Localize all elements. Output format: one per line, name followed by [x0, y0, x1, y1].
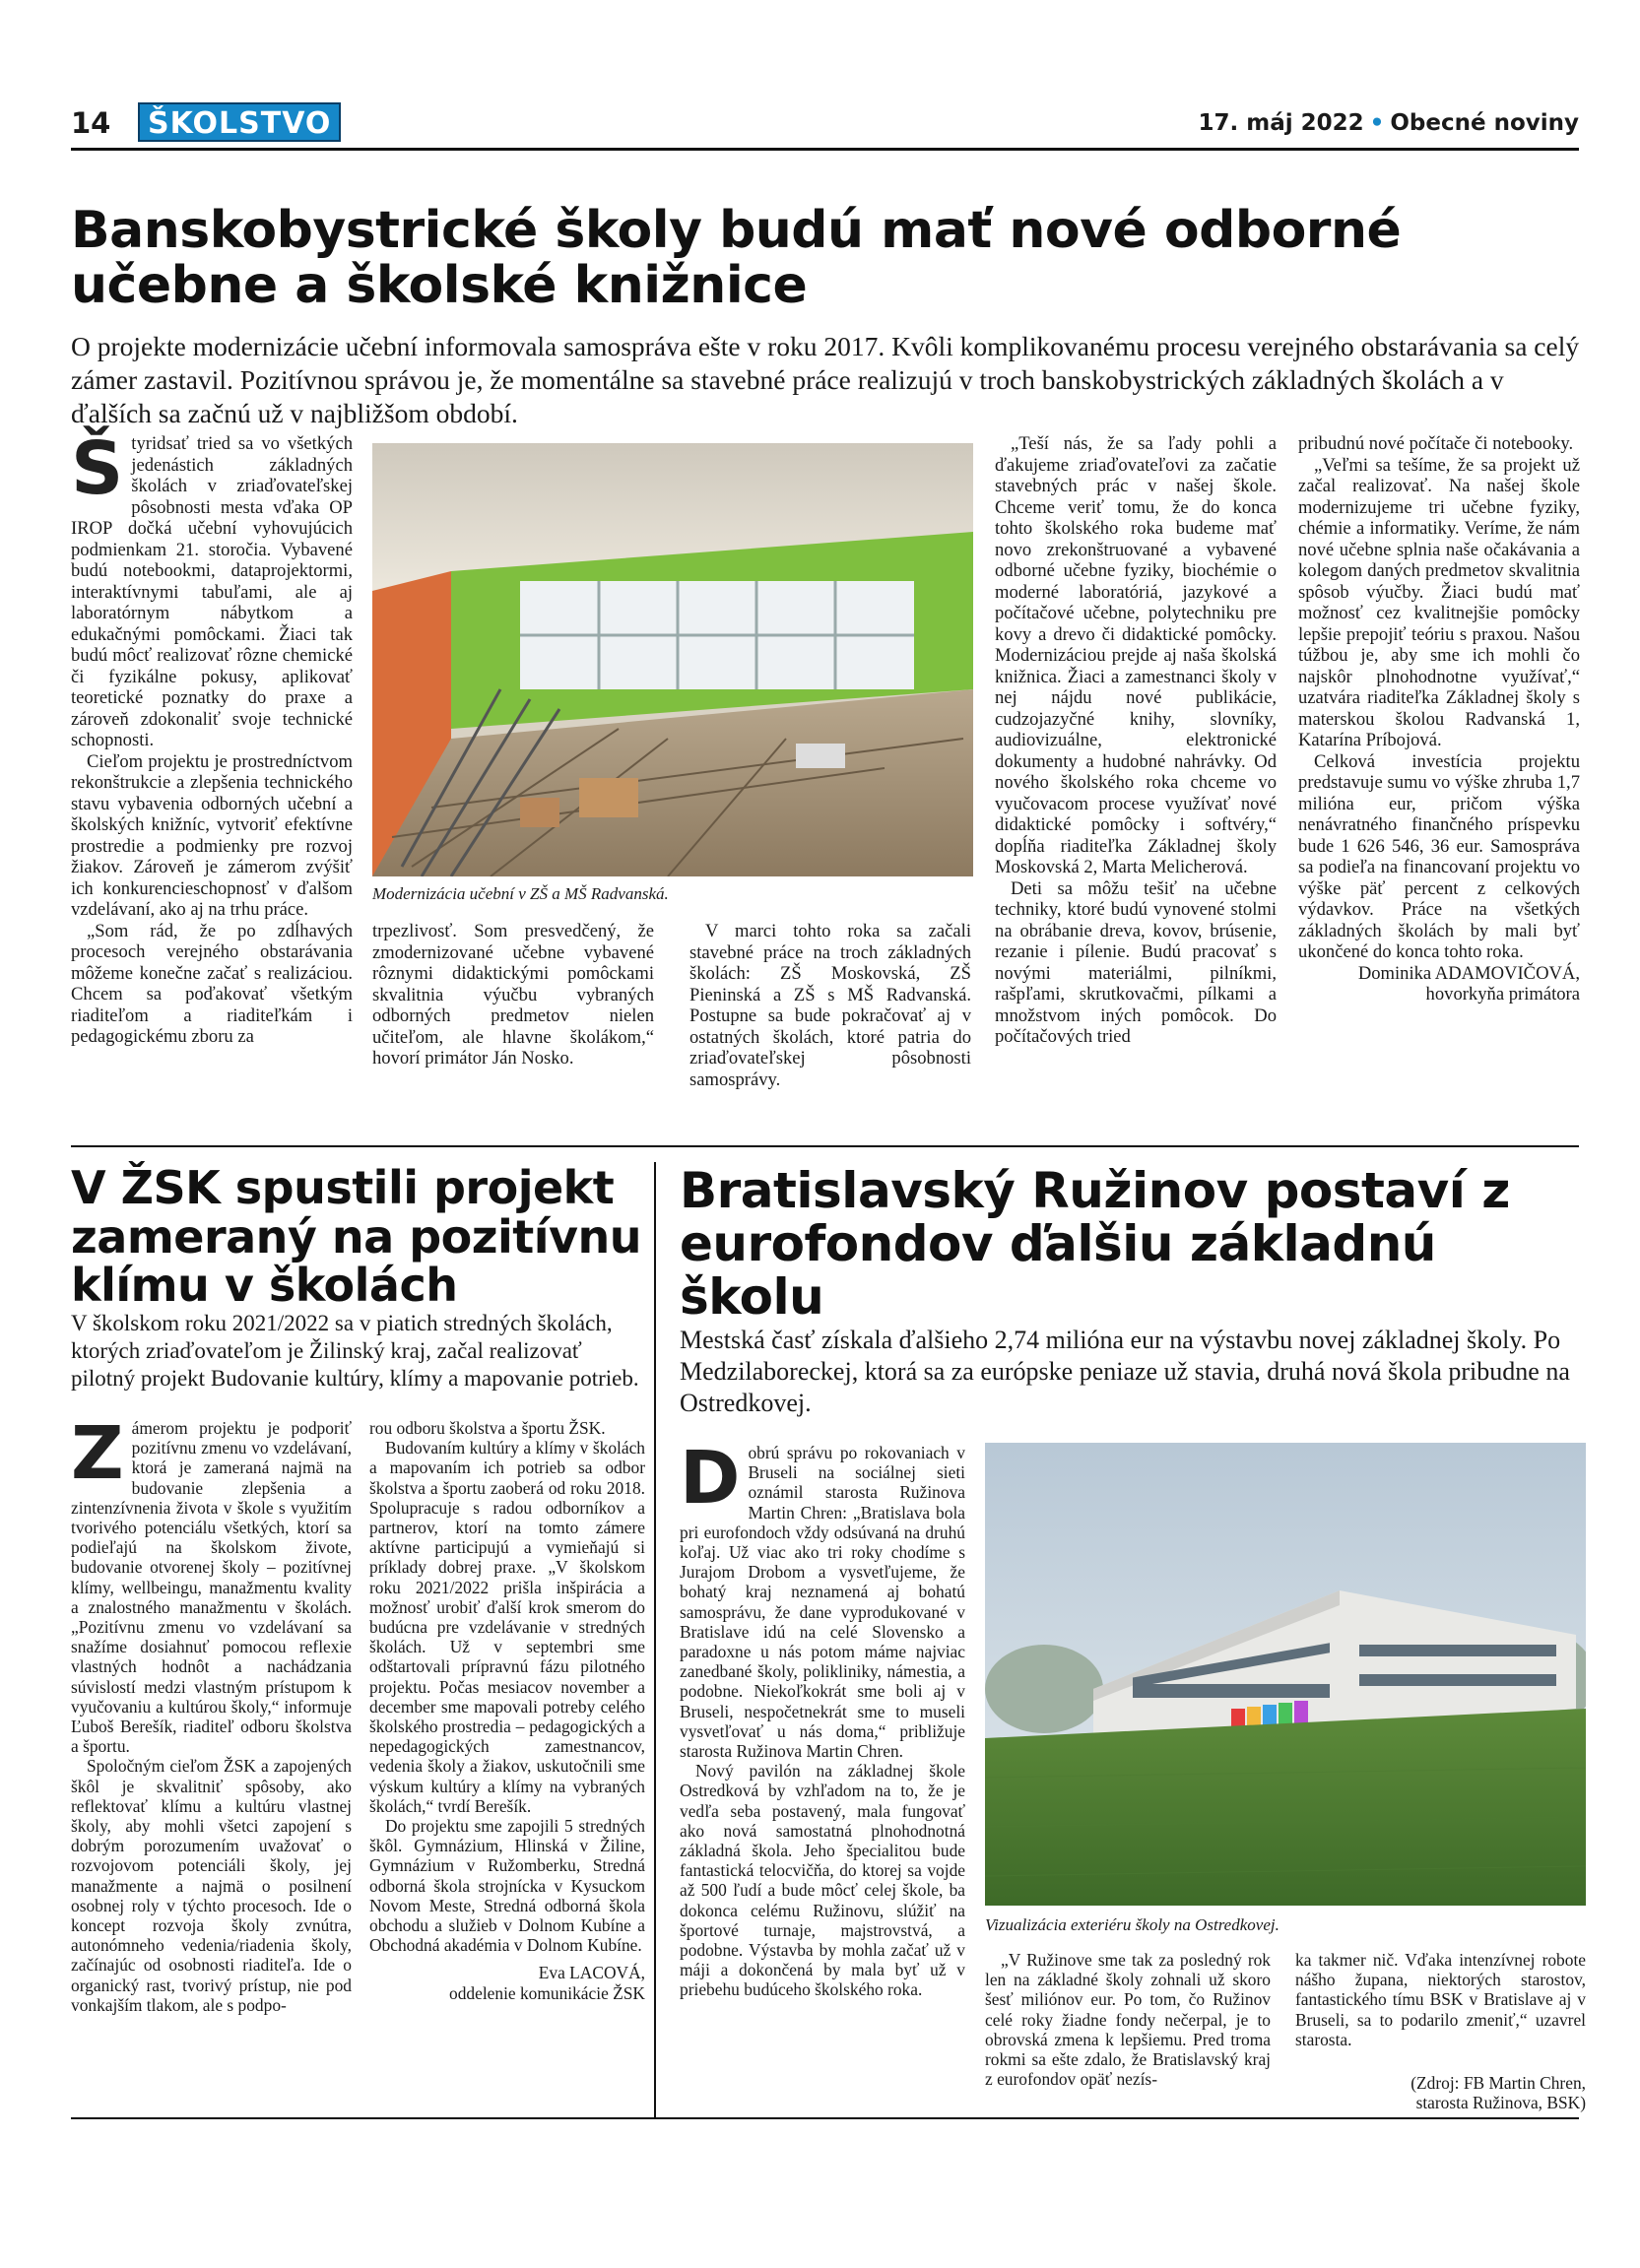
article1-column-3: [689, 921, 971, 1090]
article1-column-2: [372, 921, 654, 1069]
article2-title: V ŽSK spustili projekt zameraný na pozitívnu klímu v školách: [71, 1161, 642, 1313]
paragraph: „Teší nás, že sa ľady pohli a ďakujeme zriaďovateľovi za začatie stavebných prác v našej škole. Chceme veriť tomu, že do konca tohto školského roka budeme mať novo zrekonštruované a vybavené odborné učebne fyziky, biochémie o moderné laboratóriá, jazykové a počítačové učebne, polytechniku pre kovy a drevo či didaktické pomôcky. Modernizáciou prejde aj naša školská knižnica. Žiaci a zamestnanci školy v nej nájdu nové publikácie, cudzojazyčné knihy, slovníky, audiovizuálne, elektronické dokumenty a hudobné nahrávky. Od nového školského roka chceme vo vyučovacom procese využívať nové didaktické pomôcky i softvéry,“ dopĺňa riaditeľka Základnej školy Moskovská 2, Marta Melicherová.: [995, 433, 1277, 877]
paragraph: „Veľmi sa tešíme, že sa projekt už začal realizovať. Na našej škole modernizujeme tri učebne fyziky, chémie a informatiky. Veríme, že nám nové učebne splnia naše očakávania a kolegom daných predmetov skvalitnia spôsob výučby. Žiaci budú mať možnosť cez kvalitnejšie pomôcky lepšie prepojiť teóriu s praxou. Našou túžbou je, aby sme ich mohli čo najskôr plnohodnotne využívať,“ uzatvára riaditeľka Základnej školy s materskou školou Radvanská 1, Katarína Príbojová.: [1298, 454, 1580, 750]
paragraph: Cieľom projektu je prostredníctvom rekonštrukcie a zlepšenia technického stavu vybavenia odborných učební a školských knižníc, vytvoriť efektívne prostredie a podmienky pre rozvoj žiakov. Zároveň je zámerom zvýšiť ich konkurencieschopnosť v ďalšom vzdelávaní, ako aj na trhu práce.: [71, 750, 353, 920]
paragraph: ámerom projektu je podporiť pozitívnu zmenu vo vzdelávaní, ktorá je zameraná najmä na budovanie zlepšenia a zintenzívnenia života v škole s využitím tvorivého potenciálu všetkých, ktorí sa podieľajú na školskom živote, budovanie otvorenej školy – pozitívnej klímy, wellbeingu, manažmentu kvality a znalostného manažmentu v školách. „Pozitívnu zmenu vo vzdelávaní sa snažíme dosiahnuť pomocou reflexie vlastných hodnôt a nachádzania súvislostí medzi vlastným prístupom k vyučovaniu a kultúrou školy,“ informuje Ľuboš Berešík, riaditeľ odboru školstva a športu.: [71, 1418, 352, 1757]
paragraph: trpezlivosť. Som presvedčený, že zmodernizované učebne vybavené rôznymi didaktickými pomôckami skvalitnia výučbu vybraných odborných predmetov nielen učiteľom, ale hlavne školákom,“ hovorí primátor Ján Nosko.: [372, 921, 654, 1069]
paragraph: Nový pavilón na základnej škole Ostredková by vzhľadom na to, že je vedľa seba postavený, mala fungovať ako nová samostatná plnohodnotná základná škola. Jeho špecialitou bude fantastická telocvičňa, do ktorej sa vojde až 500 ľudí a bude môcť celej škole, ba dokonca celému Ružinovu, slúžiť na športové turnaje, majstrovstvá, a podobne. Výstavba by mohla začať už v máji a dokončená by mala byť už v priebehu budúceho školského roka.: [680, 1761, 965, 2000]
article1-column-5: [1298, 433, 1580, 1005]
paragraph: rou odboru školstva a športu ŽSK.: [369, 1418, 606, 1438]
bottom-rule: [71, 2117, 1579, 2119]
article3-title: Bratislavský Ružinov postaví z eurofondov ďalšiu základnú školu: [680, 1162, 1510, 1326]
article2-column-1: [71, 1411, 352, 2015]
school-exterior-visualization: [985, 1443, 1586, 1906]
paragraph: Budovaním kultúry a klímy v školách a mapovaním ich potrieb sa odbor školstva a športu zaoberá od roku 2018. Spolupracuje s radou odborníkov a partnerov, ktorí na tomto zámere aktívne participujú a vymieňajú si príklady dobrej praxe. „V školskom roku 2021/2022 prišla inšpirácia a možnosť urobiť ďalší krok smerom do budúcna pre vzdelávanie v stredných školách. Už v septembri sme odštartovali prípravnú fázu pilotného projektu. Počas mesiacov november a december sme mapovali potreby celého školského prostredia – pedagogických a nepedagogických zamestnancov, vedenia školy a žiakov, uskutočnili sme výskum kultúry a klímy na vybraných školách,“ tvrdí Berešík.: [369, 1438, 645, 1816]
publication-name: Obecné noviny: [1390, 110, 1579, 136]
article1-column-1: [71, 426, 353, 1048]
classroom-renovation-photo: [372, 443, 973, 876]
article3-column-1: [680, 1436, 965, 2000]
article1-photo-caption: Modernizácia učební v ZŠ a MŠ Radvanská.: [372, 884, 669, 903]
article1-column-4: [995, 433, 1277, 1048]
article2-signature-name: Eva LACOVÁ,: [538, 1963, 645, 1983]
section-tag: ŠKOLSTVO: [138, 102, 341, 142]
paragraph: Do projektu sme zapojili 5 stredných škôl. Gymnázium, Hlinská v Žiline, Gymnázium v Ružomberku, Stredná odborná škola strojnícka v Kysuckom Novom Meste, Stredná odborná škola obchodu a služieb v Dolnom Kubíne a Obchodná akadémia v Dolnom Kubíne.: [369, 1816, 645, 1956]
paragraph: ka takmer nič. Vďaka intenzívnej robote nášho župana, niektorých starostov, fantastického tímu BSK v Bratislave aj v Bruseli, sa to podarilo zmeniť,“ uzavrel starosta.: [1295, 1950, 1586, 2049]
article3-lead: Mestská časť získala ďalšieho 2,74 milióna eur na výstavbu novej základnej školy. Po Medzilaboreckej, ktorá sa za európske peniaze už stavia, druhá nová škola pribudne na Ostredkovej.: [680, 1326, 1570, 1417]
article1-dropcap: Š: [71, 426, 124, 511]
paragraph: V marci tohto roka sa začali stavebné práce na troch základných školách: ZŠ Moskovská, ZŠ Pieninská a ZŠ s MŠ Radvanská. Postupne sa bude pokračovať aj v ostatných školách, ktoré patria do zriaďovateľskej pôsobnosti samosprávy.: [689, 921, 971, 1090]
issue-info: [1198, 110, 1579, 136]
section-divider: [71, 1145, 1579, 1147]
article1-signature-role: hovorkyňa primátora: [1425, 984, 1580, 1004]
article1-signature-name: Dominika ADAMOVIČOVÁ,: [1357, 962, 1580, 984]
page-number: 14: [71, 106, 111, 140]
article3-column-3: [1295, 1950, 1586, 2112]
article2-dropcap: Z: [71, 1411, 124, 1496]
article3-column-2: [985, 1950, 1271, 2089]
header-rule: [71, 148, 1579, 151]
article3-source-line-1: (Zdroj: FB Martin Chren,: [1410, 2073, 1586, 2094]
article3-source-line-2: starosta Ružinova, BSK): [1415, 2093, 1586, 2113]
article1-lead: O projekte modernizácie učební informovala samospráva ešte v roku 2017. Kvôli komplikovanému procesu verejného obstarávania sa celý zámer zastavil. Pozitívnou správou je, že momentálne sa stavebné práce realizujú v troch banskobystrických základných školách a v ďalších sa začnú už v najbližšom období.: [71, 331, 1580, 428]
article2-column-2: [369, 1418, 645, 2003]
article2-lead: V školskom roku 2021/2022 sa v piatich stredných školách, ktorých zriaďovateľom je Žilinský kraj, začal realizovať pilotný projekt Budovanie kultúry, klímy a mapovanie potrieb.: [71, 1311, 639, 1391]
separator-dot: •: [1369, 110, 1385, 136]
paragraph: obrú správu po rokovaniach v Bruseli na sociálnej sieti oznámil starosta Ružinova Martin Chren: „Bratislava bola pri eurofondoch vždy odsúvaná na druhú koľaj. Už viac ako tri roky chodíme s Jurajom Drobom a vysvetľujeme, že bohatý kraj neznamená aj bohatú samosprávu, že dane vyprodukované v Bratislave idú na celé Slovensko a paradoxne u nás potom máme najviac zanedbané školy, polikliniky, námestia, a podobne. Niekoľkokrát sme boli aj v Bruseli, nespočetnekrát sme to museli vysvetľovať u nás doma,“ približuje starosta Ružinova Martin Chren.: [680, 1443, 965, 1762]
issue-date: 17. máj 2022: [1198, 110, 1364, 136]
article3-dropcap: D: [680, 1436, 741, 1521]
paragraph: tyridsať tried sa vo všetkých jedenástich základných školách v zriaďovateľskej pôsobnosti mesta vďaka OP IROP dočká učební vyhovujúcich podmienkam 21. storočia. Vybavené budú notebookmi, dataprojektormi, interaktívnymi tabuľami, ale aj laboratórnym nábytkom a edukačnými pomôckami. Žiaci tak budú môcť realizovať rôzne chemické či fyzikálne pokusy, aplikovať teoretické poznatky do praxe a zároveň zdokonaliť svoje technické schopnosti.: [71, 433, 353, 750]
article3-photo-caption: Vizualizácia exteriéru školy na Ostredkovej.: [985, 1915, 1279, 1934]
paragraph: pribudnú nové počítače či notebooky.: [1298, 433, 1574, 454]
article1-title: Banskobystrické školy budú mať nové odborné učebne a školské knižnice: [71, 201, 1402, 316]
paragraph: Deti sa môžu tešiť na učebne techniky, ktoré budú vynovené stolmi na obrábanie dreva, kovov, brúsenie, rezanie i pílenie. Budú pracovať s novými materiálmi, pilníkmi, rašpľami, skrutkovačmi, pílkami a množstvom iných pomôcok. Do počítačových tried: [995, 877, 1277, 1047]
paragraph: „Som rád, že po zdĺhavých procesoch verejného obstarávania môžeme konečne začať s realizáciou. Chcem sa poďakovať všetkým riaditeľom a riaditeľkám i pedagogickému zboru za: [71, 920, 353, 1047]
column-divider: [654, 1162, 656, 2117]
paragraph: Celková investícia projektu predstavuje sumu vo výške zhruba 1,7 milióna eur, pričom výška nenávratného finančného príspevku bude 1 626 546, 36 eur. Samospráva sa podieľa na financovaní projektu vo výške päť percent z celkových výdavkov. Práce na všetkých základných školách by mali byť ukončené do konca tohto roka.: [1298, 750, 1580, 962]
article2-signature-role: oddelenie komunikácie ŽSK: [449, 1982, 645, 2003]
paragraph: Spoločným cieľom ŽSK a zapojených škôl je skvalitniť spôsoby, ako reflektovať klímu a kultúru vlastnej školy, aby mohli všetci zapojení s dobrým porozumením uvažovať o rozvojovom potenciáli školy, jej manažmente a najmä o posilnení osobnej roly v týchto procesoch. Ide o koncept rozvoja školy zvnútra, autonómneho vedenia/riadenia školy, začínajúc od osobnosti riaditeľa. Ide o organický rast, tvorivý prístup, nie pod vonkajším tlakom, ale s podpo-: [71, 1756, 352, 2015]
paragraph: „V Ružinove sme tak za posledný rok len na základné školy zohnali už skoro šesť miliónov eur. Po tom, čo Ružinov celé roky žiadne fondy nečerpal, je to obrovská zmena k lepšiemu. Pred troma rokmi sa ešte zdalo, že Bratislavský kraj z eurofondov opäť nezís-: [985, 1950, 1271, 2090]
